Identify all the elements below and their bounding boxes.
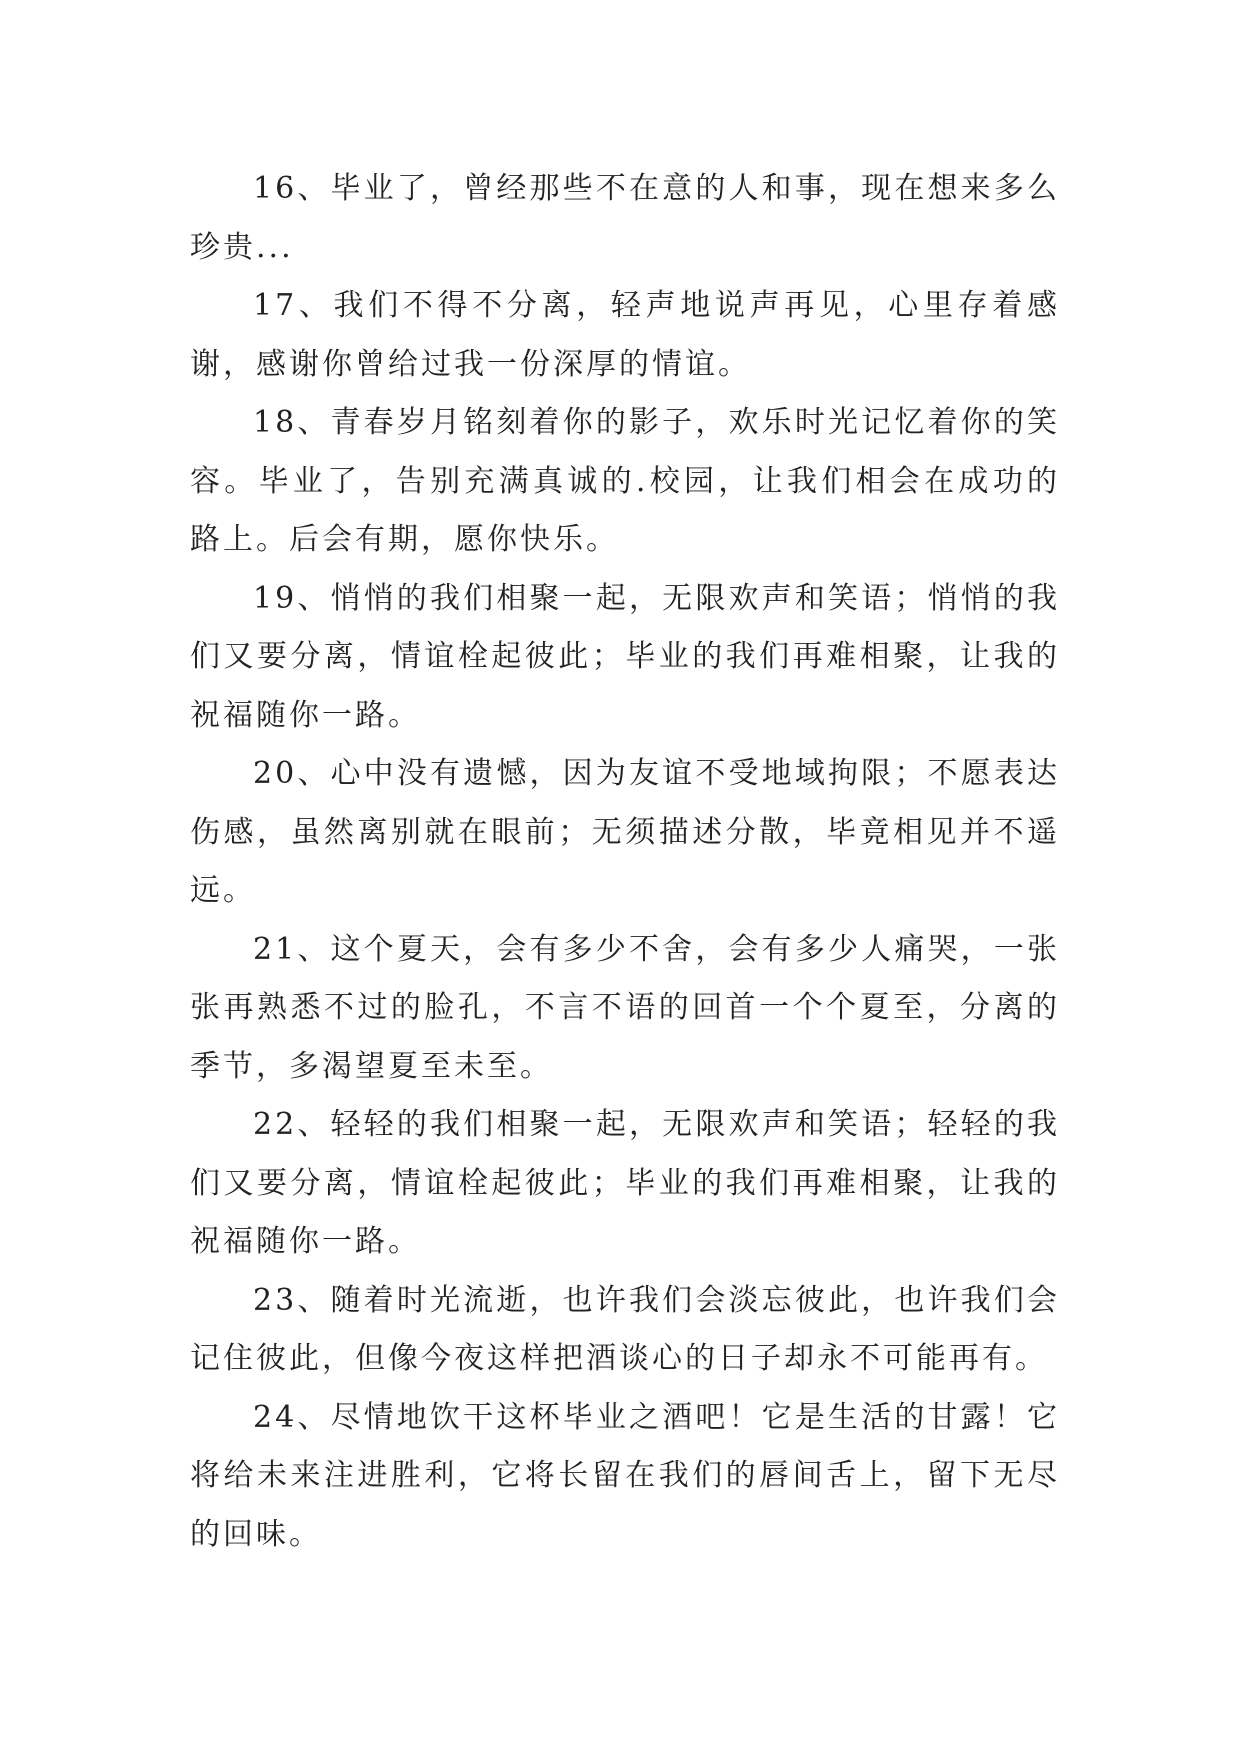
document-body <box>190 160 1060 1564</box>
paragraph-22: 22、轻轻的我们相聚一起，无限欢声和笑语；轻轻的我们又要分离，情谊栓起彼此；毕业的我们再难相聚，让我的祝福随你一路。 <box>190 1107 1060 1259</box>
paragraph-17: 17、我们不得不分离，轻声地说声再见，心里存着感谢，感谢你曾给过我一份深厚的情谊。 <box>190 288 1060 382</box>
paragraph-24: 24、尽情地饮干这杯毕业之酒吧！它是生活的甘露！它将给未来注进胜利，它将长留在我们的唇间舌上，留下无尽的回味。 <box>190 1399 1060 1552</box>
paragraph-20: 20、心中没有遗憾，因为友谊不受地域拘限；不愿表达伤感，虽然离别就在眼前；无须描述分散，毕竟相见并不遥远。 <box>190 756 1060 908</box>
paragraph-18: 18、青春岁月铭刻着你的影子，欢乐时光记忆着你的笑容。毕业了，告别充满真诚的.校园，让我们相会在成功的路上。后会有期，愿你快乐。 <box>190 405 1060 557</box>
paragraph-21: 21、这个夏天，会有多少不舍，会有多少人痛哭，一张张再熟悉不过的脸孔，不言不语的回首一个个夏至，分离的季节，多渴望夏至未至。 <box>190 931 1060 1084</box>
paragraph-19: 19、悄悄的我们相聚一起，无限欢声和笑语；悄悄的我们又要分离，情谊栓起彼此；毕业的我们再难相聚，让我的祝福随你一路。 <box>190 580 1060 733</box>
paragraph-23: 23、随着时光流逝，也许我们会淡忘彼此，也许我们会记住彼此，但像今夜这样把酒谈心的日子却永不可能再有。 <box>190 1282 1060 1376</box>
paragraph-16: 16、毕业了，曾经那些不在意的人和事，现在想来多么珍贵... <box>190 171 1060 265</box>
